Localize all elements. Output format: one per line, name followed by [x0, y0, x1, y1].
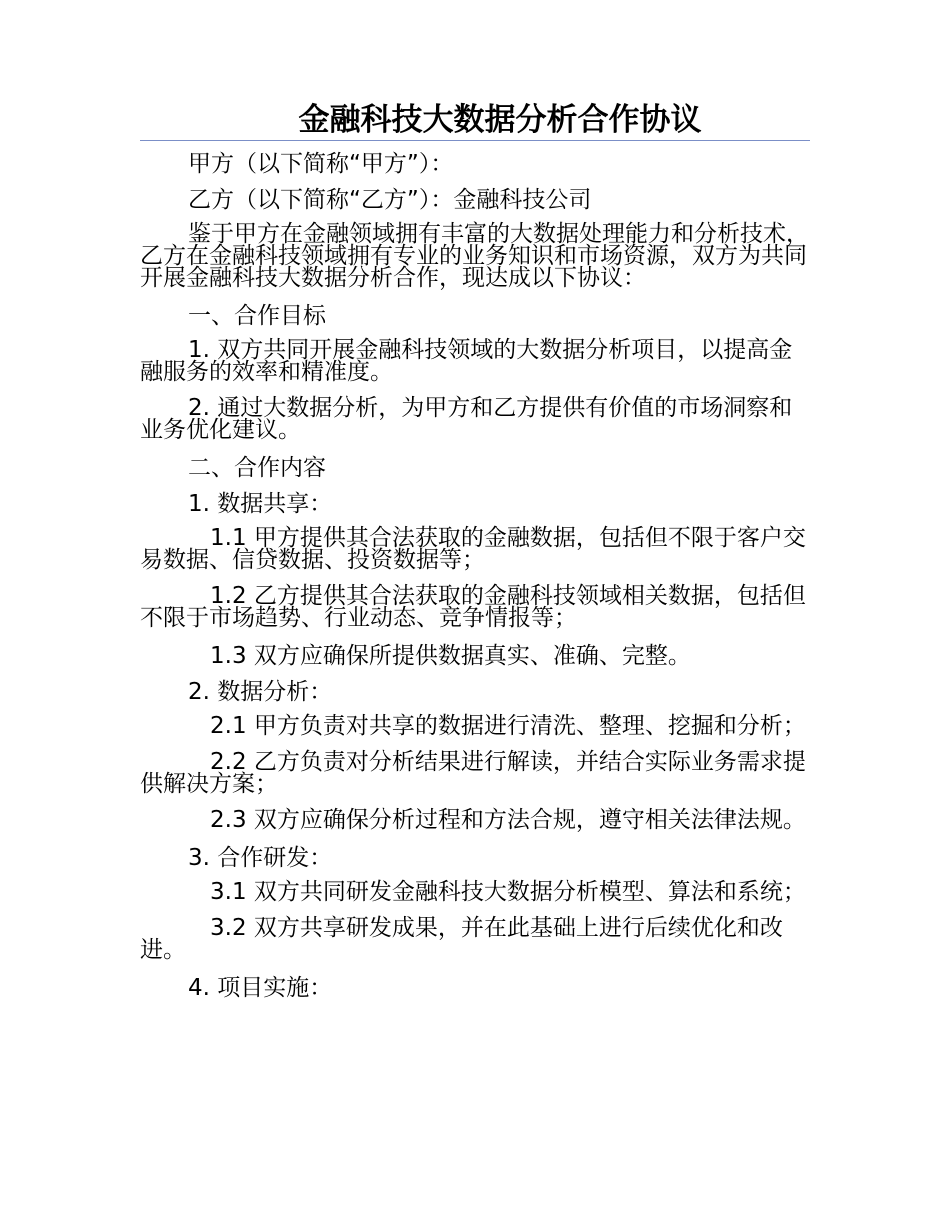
document-body [140, 151, 810, 1001]
paragraph: 2.1 甲方负责对共享的数据进行清洗、整理、挖掘和分析； [210, 713, 806, 739]
document-page [140, 100, 810, 1011]
document-title: 金融科技大数据分析合作协议 [140, 100, 810, 141]
paragraph: 鉴于甲方在金融领域拥有丰富的大数据处理能力和分析技术，乙方在金融科技领域拥有专业的业务知识和市场资源，双方为共同开展金融科技大数据分析合作，现达成以下协议： [140, 221, 809, 291]
paragraph: 2. 数据分析： [188, 679, 333, 705]
paragraph: 2.2 乙方负责对分析结果进行解读，并结合实际业务需求提供解决方案； [140, 749, 806, 797]
paragraph: 2.3 双方应确保分析过程和方法合规，遵守相关法律法规。 [210, 807, 806, 833]
paragraph: 2. 通过大数据分析，为甲方和乙方提供有价值的市场洞察和业务优化建议。 [140, 395, 793, 443]
paragraph: 1. 双方共同开展金融科技领域的大数据分析项目，以提高金融服务的效率和精准度。 [140, 337, 793, 385]
paragraph: 1.2 乙方提供其合法获取的金融科技领域相关数据，包括但不限于市场趋势、行业动态、竞争情报等； [140, 583, 806, 631]
paragraph: 3.2 双方共享研发成果，并在此基础上进行后续优化和改进。 [140, 915, 783, 963]
paragraph: 一、合作目标 [188, 303, 326, 329]
paragraph: 4. 项目实施： [188, 975, 333, 1001]
paragraph: 1.1 甲方提供其合法获取的金融数据，包括但不限于客户交易数据、信贷数据、投资数据等； [140, 525, 806, 573]
paragraph: 1. 数据共享： [188, 491, 333, 517]
paragraph: 3.1 双方共同研发金融科技大数据分析模型、算法和系统； [210, 879, 806, 905]
paragraph: 二、合作内容 [188, 455, 326, 481]
paragraph: 3. 合作研发： [188, 845, 333, 871]
paragraph: 乙方（以下简称“乙方”）：金融科技公司 [188, 187, 592, 213]
paragraph: 甲方（以下简称“甲方”）： [188, 151, 454, 177]
paragraph: 1.3 双方应确保所提供数据真实、准确、完整。 [210, 643, 691, 669]
